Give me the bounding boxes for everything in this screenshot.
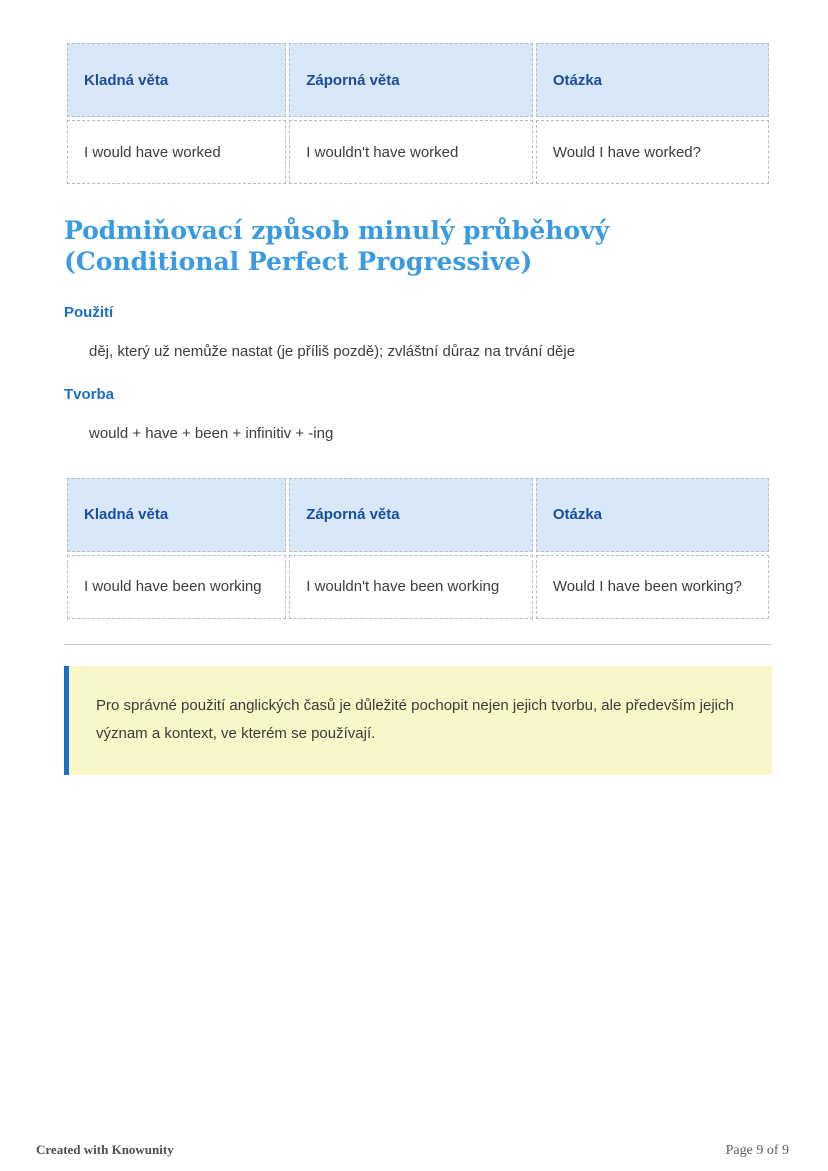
table-row [67, 120, 769, 184]
footer-branding: Created with Knowunity [36, 1142, 174, 1157]
section-divider [64, 644, 772, 645]
table-header-cell: Otázka [536, 478, 769, 552]
table-header-cell: Kladná věta [67, 478, 286, 552]
section-heading: Podmiňovací způsob minulý průběhový (Conditional Perfect Progressive) [64, 216, 610, 277]
table-header-row [67, 478, 769, 552]
subheading-tvorba: Tvorba [64, 385, 115, 403]
conditional-perfect-progressive-table [64, 475, 772, 622]
table-cell: I would have worked [67, 120, 286, 184]
table-cell: I would have been working [67, 555, 286, 619]
table-cell: I wouldn't have been working [289, 555, 533, 619]
page-number: Page 9 of 9 [725, 1143, 789, 1158]
spacer [64, 442, 772, 475]
table-cell: I wouldn't have worked [289, 120, 533, 184]
callout-note [64, 666, 772, 775]
conditional-perfect-table [64, 40, 772, 187]
formation-formula: would + have + been + infinitiv + -ing [89, 424, 334, 442]
callout-text: Pro správné použití anglických časů je důležité pochopit nejen jejich tvorbu, ale především jejich význam a kontext, ve kterém se používají. [96, 696, 734, 742]
table-cell: Would I have been working? [536, 555, 769, 619]
usage-description: děj, který už nemůže nastat (je příliš pozdě); zvláštní důraz na trvání děje [89, 342, 576, 360]
table-header-cell: Otázka [536, 43, 769, 117]
table-header-row [67, 43, 769, 117]
table-cell: Would I have worked? [536, 120, 769, 184]
page-footer [0, 1142, 828, 1159]
table-row [67, 555, 769, 619]
subheading-pouziti: Použití [64, 303, 114, 321]
table-header-cell: Záporná věta [289, 43, 533, 117]
table-header-cell: Záporná věta [289, 478, 533, 552]
table-header-cell: Kladná věta [67, 43, 286, 117]
